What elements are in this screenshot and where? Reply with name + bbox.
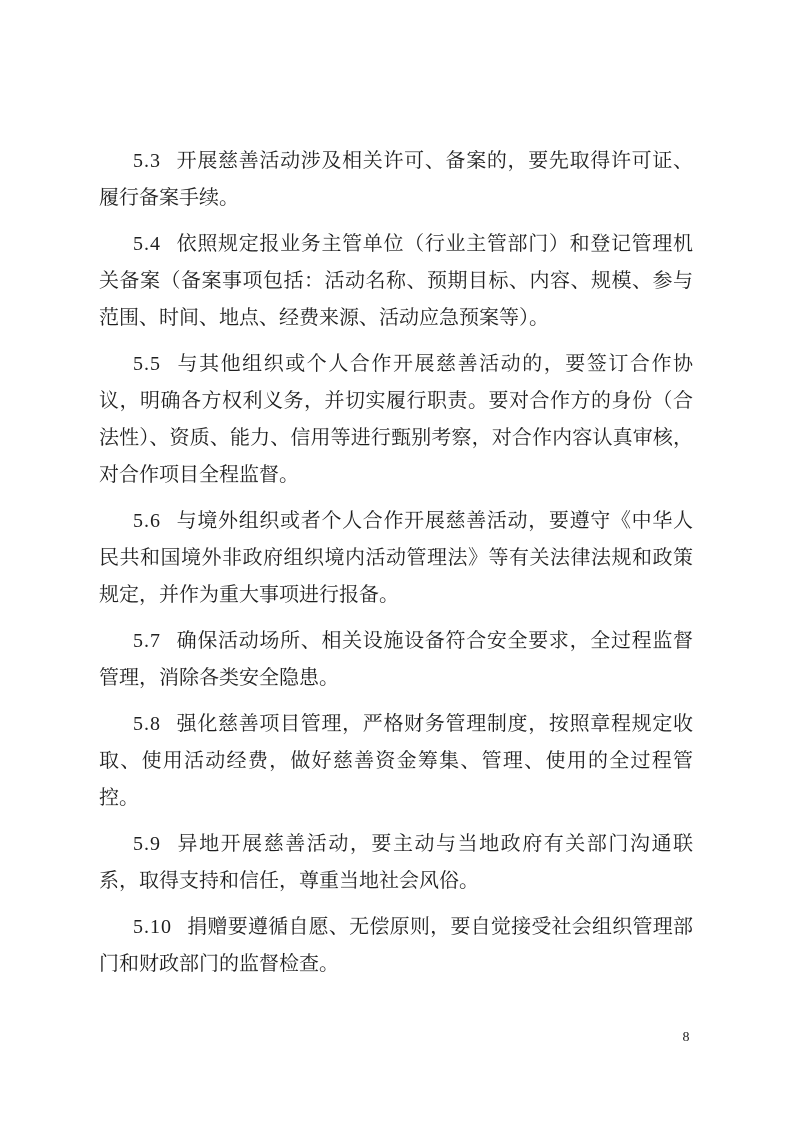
document-body: [99, 143, 693, 992]
clause-text: 开展慈善活动涉及相关许可、备案的，要先取得许可证、履行备案手续。: [99, 150, 693, 209]
clause-number: 5.4: [133, 233, 161, 255]
clause-5-5: [99, 346, 693, 494]
clause-number: 5.5: [133, 353, 161, 375]
clause-5-7: [99, 623, 693, 697]
clause-5-6: [99, 503, 693, 614]
clause-text: 捐赠要遵循自愿、无偿原则，要自觉接受社会组织管理部门和财政部门的监督检查。: [99, 916, 693, 975]
clause-text: 依照规定报业务主管单位（行业主管部门）和登记管理机关备案（备案事项包括：活动名称、预期目标、内容、规模、参与范围、时间、地点、经费来源、活动应急预案等）。: [99, 233, 693, 329]
clause-text: 强化慈善项目管理，严格财务管理制度，按照章程规定收取、使用活动经费，做好慈善资金筹集、管理、使用的全过程管控。: [99, 713, 693, 809]
clause-number: 5.9: [133, 833, 161, 855]
clause-number: 5.3: [133, 150, 161, 172]
clause-5-10: [99, 909, 693, 983]
clause-number: 5.6: [133, 510, 161, 532]
clause-text: 异地开展慈善活动，要主动与当地政府有关部门沟通联系，取得支持和信任，尊重当地社会风俗。: [99, 833, 693, 892]
clause-5-8: [99, 706, 693, 817]
clause-5-4: [99, 226, 693, 337]
clause-number: 5.8: [133, 713, 161, 735]
clause-number: 5.7: [133, 630, 161, 652]
clause-5-3: [99, 143, 693, 217]
page-number: 8: [682, 1030, 690, 1045]
clause-text: 确保活动场所、相关设施设备符合安全要求，全过程监督管理，消除各类安全隐患。: [99, 630, 693, 689]
clause-number: 5.10: [133, 916, 172, 938]
clause-5-9: [99, 826, 693, 900]
clause-text: 与其他组织或个人合作开展慈善活动的，要签订合作协议，明确各方权利义务，并切实履行职责。要对合作方的身份（合法性）、资质、能力、信用等进行甄别考察，对合作内容认真审核，对合作项目全程监督。: [99, 353, 693, 486]
clause-text: 与境外组织或者个人合作开展慈善活动，要遵守《中华人民共和国境外非政府组织境内活动管理法》等有关法律法规和政策规定，并作为重大事项进行报备。: [99, 510, 693, 606]
